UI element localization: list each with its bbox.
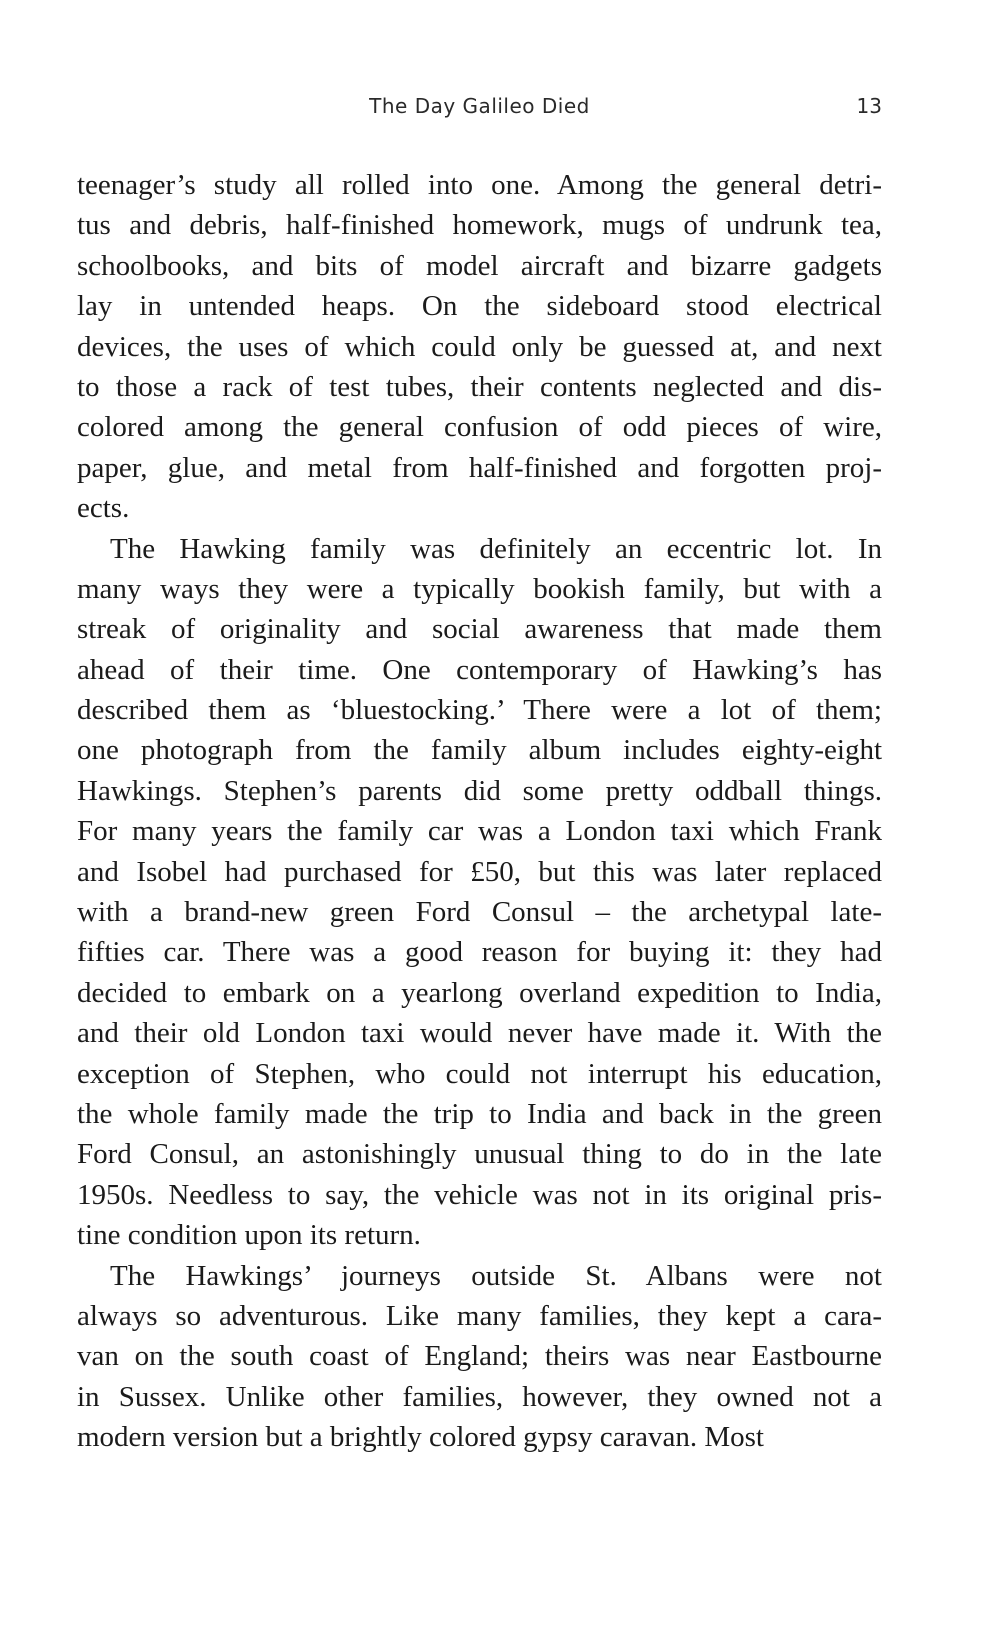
paragraph — [77, 529, 882, 1256]
text-line: paper, glue, and metal from half-finished and forgotten proj- — [77, 451, 882, 484]
text-line: The Hawkings’ journeys outside St. Albans were not — [110, 1259, 882, 1292]
text-line: exception of Stephen, who could not interrupt his education, — [77, 1057, 882, 1090]
running-head-title: The Day Galileo Died — [369, 94, 590, 118]
page-number: 13 — [856, 94, 882, 118]
text-line: schoolbooks, and bits of model aircraft and bizarre gadgets — [77, 249, 882, 282]
text-line: and their old London taxi would never have made it. With the — [77, 1017, 882, 1050]
text-line: teenager’s study all rolled into one. Among the general detri- — [77, 169, 882, 201]
text-line: ects. — [77, 492, 130, 525]
text-line: van on the south coast of England; theirs was near Eastbourne — [77, 1340, 882, 1373]
text-line: devices, the uses of which could only be guessed at, and next — [77, 330, 882, 363]
text-line: in Sussex. Unlike other families, however, they owned not a — [77, 1380, 882, 1413]
text-line: streak of originality and social awareness that made them — [77, 613, 882, 646]
text-line: modern version but a brightly colored gypsy caravan. Most — [77, 1421, 764, 1454]
text-line: The Hawking family was definitely an eccentric lot. In — [110, 532, 882, 565]
text-line: tus and debris, half-finished homework, mugs of undrunk tea, — [77, 209, 882, 242]
running-head — [77, 94, 882, 124]
text-line: the whole family made the trip to India and back in the green — [77, 1097, 882, 1130]
text-line: fifties car. There was a good reason for buying it: they had — [77, 936, 882, 969]
text-line: decided to embark on a yearlong overland expedition to India, — [77, 976, 882, 1009]
body-text — [77, 165, 882, 1458]
text-line: many ways they were a typically bookish family, but with a — [77, 572, 882, 605]
text-line: with a brand-new green Ford Consul – the archetypal late- — [77, 896, 882, 929]
text-line: tine condition upon its return. — [77, 1219, 421, 1252]
text-line: For many years the family car was a London taxi which Frank — [77, 815, 882, 848]
paragraph — [77, 1256, 882, 1458]
text-line: colored among the general confusion of odd pieces of wire, — [77, 411, 882, 444]
text-line: and Isobel had purchased for £50, but this was later replaced — [77, 855, 882, 888]
text-line: always so adventurous. Like many families, they kept a cara- — [77, 1299, 882, 1332]
text-line: ahead of their time. One contemporary of Hawking’s has — [77, 653, 882, 686]
text-line: 1950s. Needless to say, the vehicle was not in its original pris- — [77, 1178, 882, 1211]
text-line: described them as ‘bluestocking.’ There were a lot of them; — [77, 694, 882, 727]
text-line: one photograph from the family album includes eighty-eight — [77, 734, 882, 767]
text-line: to those a rack of test tubes, their contents neglected and dis- — [77, 370, 882, 403]
text-line: Ford Consul, an astonishingly unusual thing to do in the late — [77, 1138, 882, 1171]
paragraph — [77, 165, 882, 529]
text-line: Hawkings. Stephen’s parents did some pretty oddball things. — [77, 774, 882, 807]
text-line: lay in untended heaps. On the sideboard stood electrical — [77, 290, 882, 323]
